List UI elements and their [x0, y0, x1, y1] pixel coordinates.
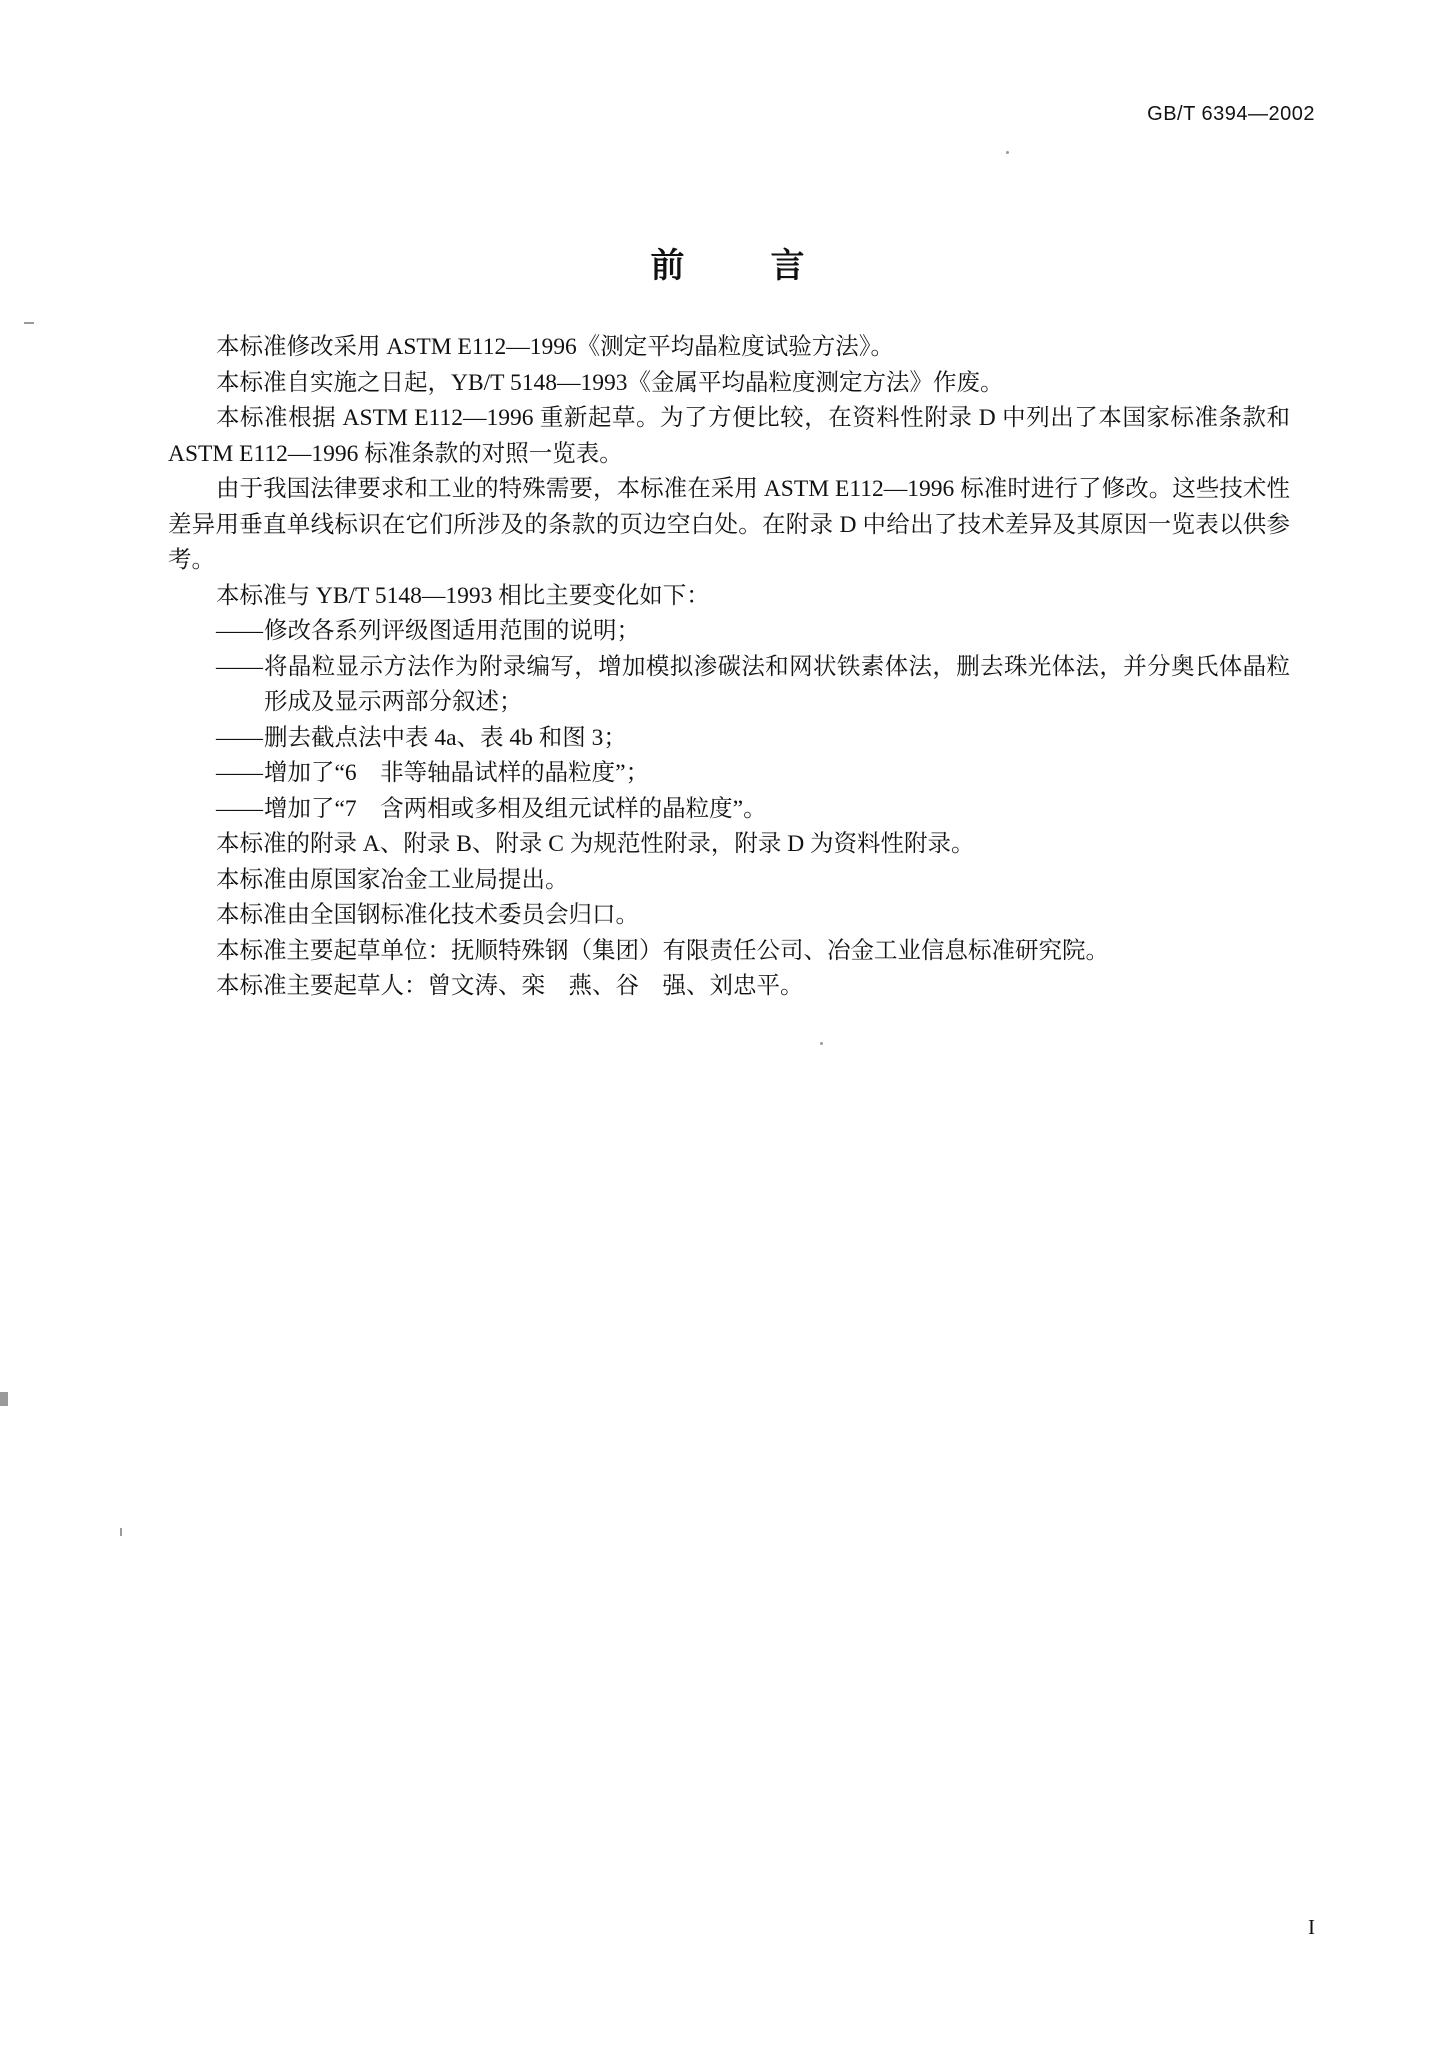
- scan-artifact: [0, 1392, 8, 1406]
- list-item: [168, 721, 1290, 757]
- list-item: [168, 756, 1290, 792]
- list-dash-mark: ——: [216, 653, 263, 680]
- foreword-body: [168, 330, 1290, 1005]
- paragraph: 本标准自实施之日起，YB/T 5148—1993《金属平均晶粒度测定方法》作废。: [216, 369, 1004, 396]
- page-title: 前 言: [650, 247, 831, 285]
- paragraph: 本标准根据 ASTM E112—1996 重新起草。为了方便比较，在资料性附录 D 中列出了本国家标准条款和 ASTM E112—1996 标准条款的对照一览表。: [168, 405, 1290, 467]
- paragraph: 由于我国法律要求和工业的特殊需要，本标准在采用 ASTM E112—1996 标准时进行了修改。这些技术性差异用垂直单线标识在它们所涉及的条款的页边空白处。在附录 D 中给出了技术差异及其原因一览表以供参考。: [168, 476, 1290, 573]
- scan-artifact: [24, 322, 34, 324]
- list-item-label: 修改各系列评级图适用范围的说明；: [264, 618, 640, 644]
- scan-artifact: [120, 1528, 122, 1536]
- list-item-label: 增加了“7 含两相或多相及组元试样的晶粒度”。: [264, 795, 767, 822]
- scan-artifact: [820, 1042, 823, 1045]
- list-item-label: 删去截点法中表 4a、表 4b 和图 3；: [264, 724, 627, 751]
- paragraph: 本标准与 YB/T 5148—1993 相比主要变化如下：: [216, 582, 710, 609]
- list-item: [168, 614, 1290, 650]
- paragraph: 本标准修改采用 ASTM E112—1996《测定平均晶粒度试验方法》。: [216, 334, 895, 360]
- list-item-label: 将晶粒显示方法作为附录编写，增加模拟渗碳法和网状铁素体法，删去珠光体法，并分奥氏体晶粒形成及显示两部分叙述；: [264, 653, 1290, 715]
- list-item: [168, 792, 1290, 828]
- list-dash-mark: ——: [216, 760, 263, 786]
- standard-code-header: GB/T 6394—2002: [1147, 103, 1315, 125]
- paragraph: 本标准由全国钢标准化技术委员会归口。: [216, 902, 639, 928]
- list-item: [168, 650, 1290, 721]
- list-dash-mark: ——: [216, 618, 263, 644]
- list-item-label: 增加了“6 非等轴晶试样的晶粒度”；: [264, 760, 650, 786]
- paragraph: 本标准主要起草人：曾文涛、栾 燕、谷 强、刘忠平。: [216, 973, 804, 999]
- paragraph: 本标准由原国家冶金工业局提出。: [216, 866, 569, 893]
- scan-artifact: [1006, 151, 1009, 154]
- list-dash-mark: ——: [216, 795, 263, 822]
- paragraph: 本标准主要起草单位：抚顺特殊钢（集团）有限责任公司、冶金工业信息标准研究院。: [216, 937, 1109, 964]
- list-dash-mark: ——: [216, 724, 263, 751]
- paragraph: 本标准的附录 A、附录 B、附录 C 为规范性附录，附录 D 为资料性附录。: [216, 831, 975, 857]
- page-number: I: [1308, 1915, 1315, 1939]
